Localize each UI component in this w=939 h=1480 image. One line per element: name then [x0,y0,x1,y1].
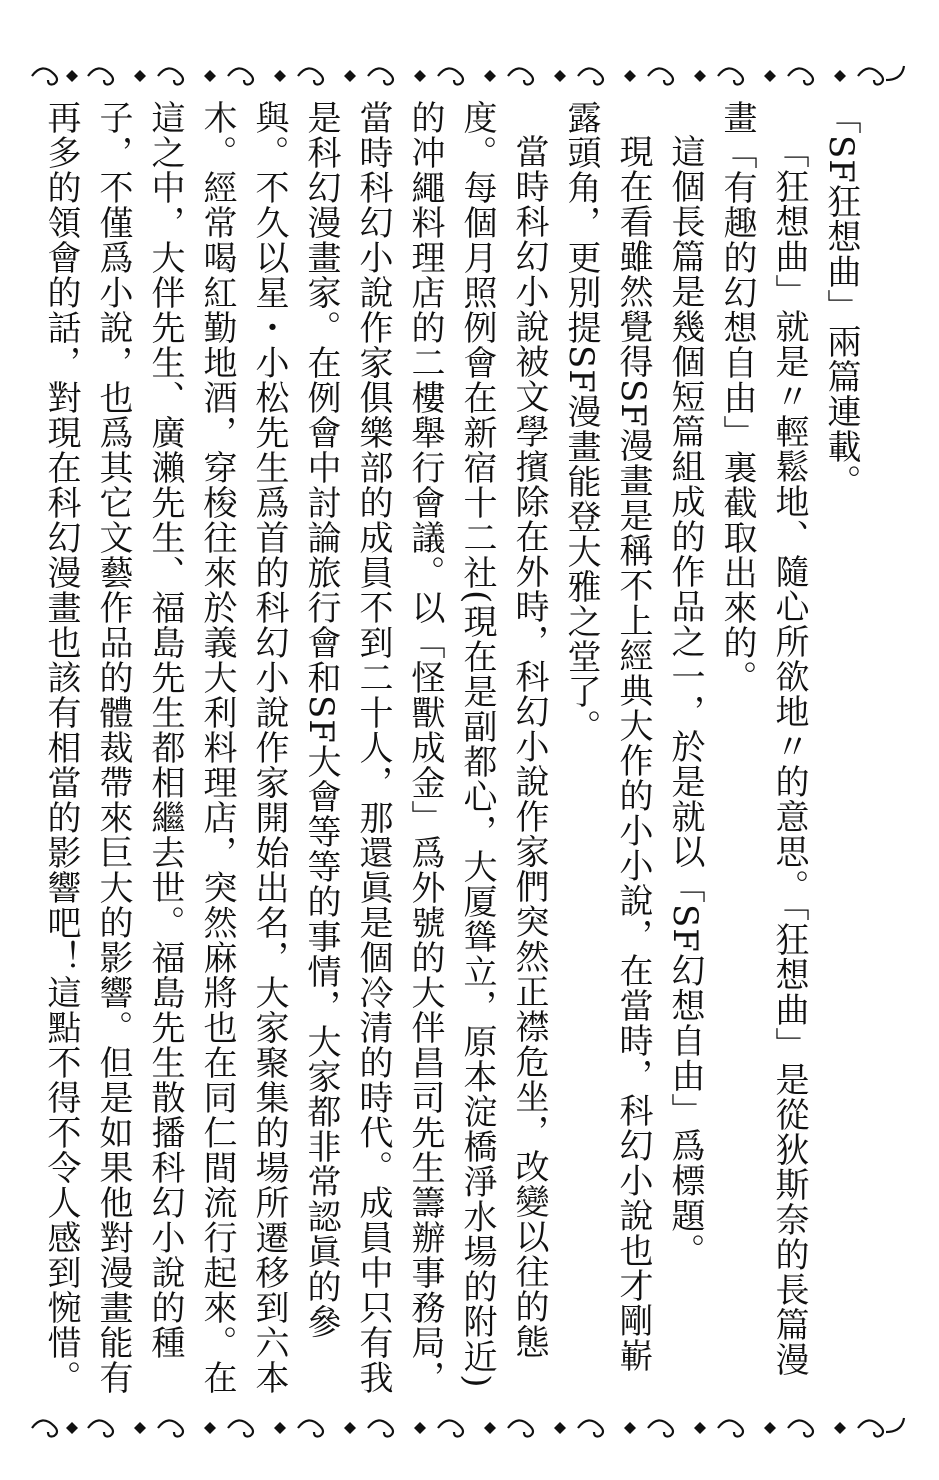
top-ornamental-border [28,58,913,94]
paragraph-5: 當時科幻小說被文學擯除在外時，科幻小說作家們突然正襟危坐，改變以往的態度。每個月照例會在新宿十二社(現在是副都心，大厦聳立，原本淀橋淨水場的附近)的冲繩料理店的二樓舉行會議。以「怪獸成金」爲外號的大伴昌司先生籌辦事務局，當時科幻小說作家俱樂部的成員不到二十人，那還眞是個冷清的時代。成員中只有我是科幻漫畫家。在例會中討論旅行會和SF大會等等的事情，大家都非常認眞的參與。不久以星・小松先生爲首的科幻小說作家開始出名，大家聚集的場所遷移到六本木。經常喝紅勤地酒，穿梭往來於義大利料理店，突然麻將也在同仁間流行起來。在這之中，大伴先生、廣瀨先生、福島先生都相繼去世。福島先生散播科幻小說的種子，不僅爲小說，也爲其它文藝作品的體裁帶來巨大的影響。但是如果他對漫畫能有再多的領會的話，對現在科幻漫畫也該有相當的影響吧！這點不得不令人感到惋惜。 [41,100,549,1395]
paragraph-2: 「狂想曲」就是〃輕鬆地、隨心所欲地〃的意思。「狂想曲」是從狄斯奈的長篇漫畫「有趣的幻想自由」裏截取出來的。 [717,100,809,1377]
paragraph-3: 這個長篇是幾個短篇組成的作品之一，於是就以「SF幻想自由」爲標題。 [665,134,705,1268]
vertical-text-body [41,100,867,1400]
bottom-ornamental-border [28,1410,913,1446]
paragraph-1: 「SF狂想曲」兩篇連載。 [821,100,861,499]
paragraph-4: 現在看雖然覺得SF漫畫是稱不上經典大作的小小說，在當時，科幻小說也才剛嶄露頭角，更別提SF漫畫能登大雅之堂了。 [561,100,653,1373]
